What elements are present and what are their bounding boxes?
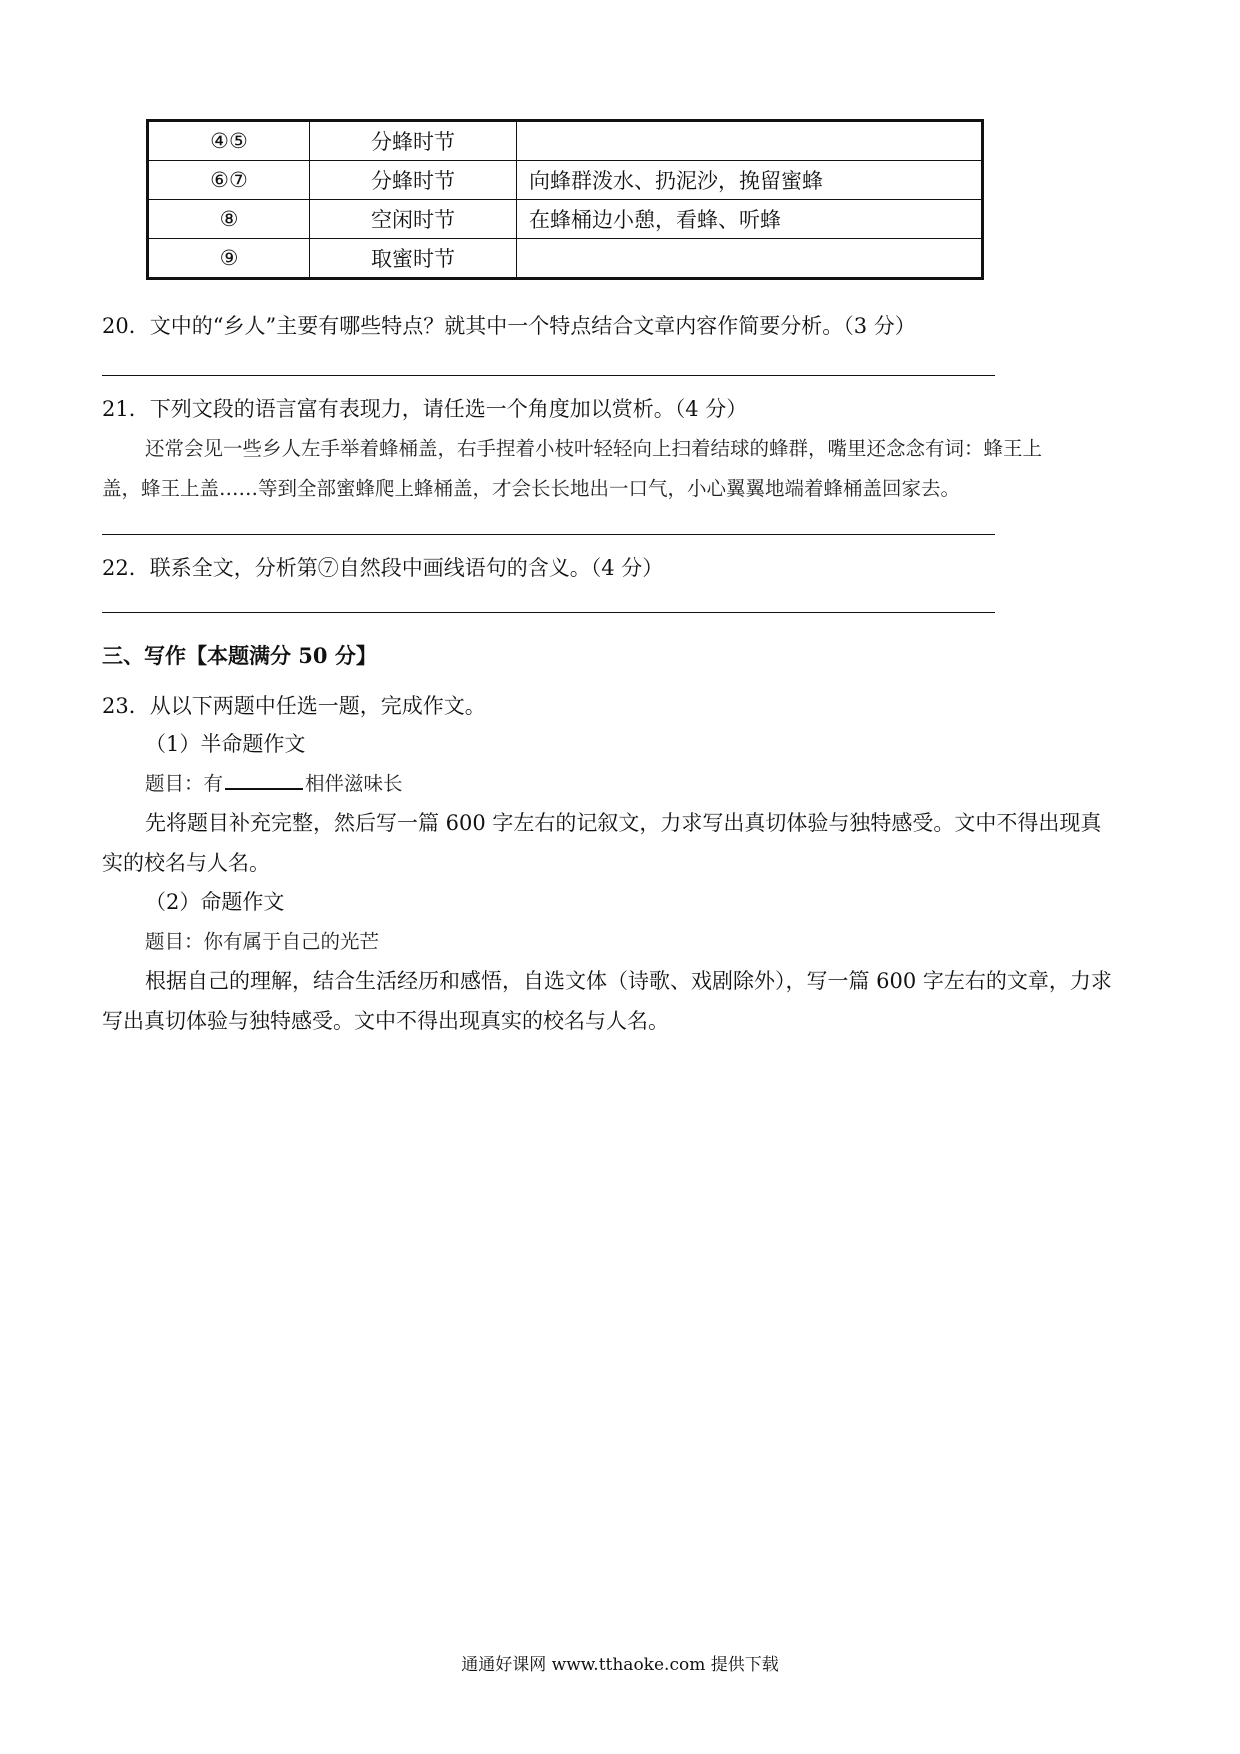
paragraph-number: ⑥⑦ xyxy=(148,161,310,200)
option-2-requirement-line-2: 写出真切体验与独特感受。文中不得出现真实的校名与人名。 xyxy=(102,1009,669,1033)
fill-in-blank[interactable] xyxy=(225,768,303,790)
answer-line-21[interactable] xyxy=(102,534,995,535)
question-20: 20．文中的“乡人”主要有哪些特点？就其中一个特点结合文章内容作简要分析。（3 分） xyxy=(102,314,916,338)
table-row xyxy=(148,200,983,239)
option-2-title: 题目：你有属于自己的光芒 xyxy=(145,930,380,953)
question-23: 23．从以下两题中任选一题，完成作文。 xyxy=(102,694,486,718)
quote-line-1: 还常会见一些乡人左手举着蜂桶盖，右手捏着小枝叶轻轻向上扫着结球的蜂群，嘴里还念念有词：蜂王上 xyxy=(145,437,1043,460)
option-1-requirement-line-2: 实的校名与人名。 xyxy=(102,851,270,875)
summary-table xyxy=(146,119,984,280)
table-row xyxy=(148,239,983,279)
answer-line-20[interactable] xyxy=(102,375,995,376)
section-title: 三、写作 xyxy=(102,643,186,668)
option-2-label: （2）命题作文 xyxy=(145,890,285,914)
paragraph-number: ⑧ xyxy=(148,200,310,239)
season-cell: 分蜂时节 xyxy=(310,161,517,200)
table-row xyxy=(148,121,983,161)
season-cell: 空闲时节 xyxy=(310,200,517,239)
paragraph-number: ④⑤ xyxy=(148,121,310,161)
answer-line-22[interactable] xyxy=(102,612,995,613)
action-cell xyxy=(517,121,983,161)
action-cell xyxy=(517,239,983,279)
question-21: 21．下列文段的语言富有表现力，请任选一个角度加以赏析。（4 分） xyxy=(102,397,748,421)
option-1-title: 题目：有 相伴滋味长 xyxy=(145,768,403,796)
question-22: 22．联系全文，分析第⑦自然段中画线语句的含义。（4 分） xyxy=(102,556,664,580)
section-heading xyxy=(102,640,377,670)
season-cell: 分蜂时节 xyxy=(310,121,517,161)
page-footer: 通通好课网 www.tthaoke.com 提供下载 xyxy=(461,1655,779,1675)
quote-line-2: 盖，蜂王上盖……等到全部蜜蜂爬上蜂桶盖，才会长长地出一口气，小心翼翼地端着蜂桶盖回家去。 xyxy=(102,477,961,500)
table-row xyxy=(148,161,983,200)
section-score: 【本题满分 50 分】 xyxy=(186,643,377,668)
option-1-label: （1）半命题作文 xyxy=(145,732,306,756)
action-cell: 向蜂群泼水、扔泥沙，挽留蜜蜂 xyxy=(517,161,983,200)
option-2-requirement-line-1: 根据自己的理解，结合生活经历和感悟，自选文体（诗歌、戏剧除外），写一篇 600 字左右的文章，力求 xyxy=(145,969,1112,993)
season-cell: 取蜜时节 xyxy=(310,239,517,279)
option-1-requirement-line-1: 先将题目补充完整，然后写一篇 600 字左右的记叙文，力求写出真切体验与独特感受。文中不得出现真 xyxy=(145,811,1102,835)
paragraph-number: ⑨ xyxy=(148,239,310,279)
action-cell: 在蜂桶边小憩，看蜂、听蜂 xyxy=(517,200,983,239)
